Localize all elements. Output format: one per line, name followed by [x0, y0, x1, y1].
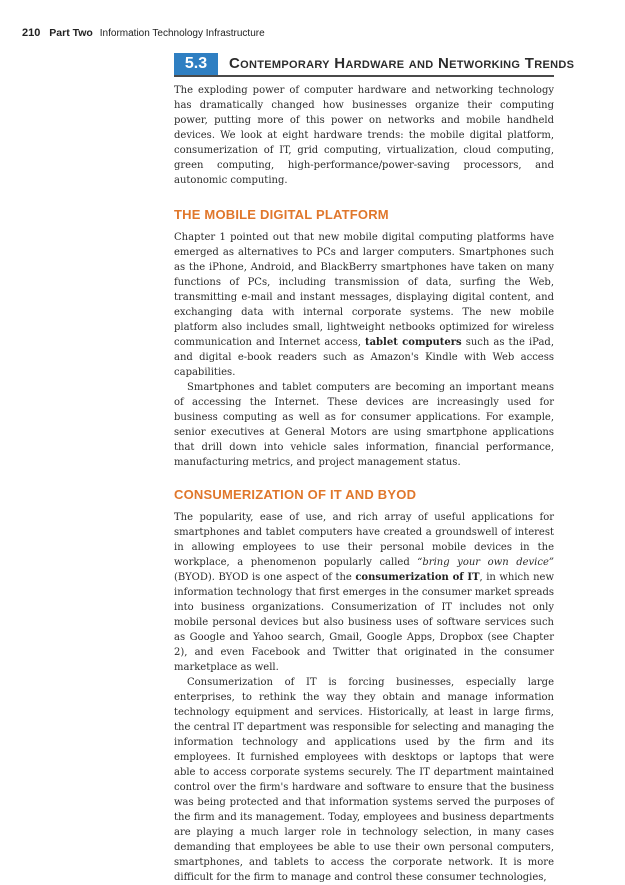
running-head	[22, 27, 265, 39]
section-header	[174, 53, 575, 77]
part-title: Information Technology Infrastructure	[99, 28, 265, 39]
heading-mobile-digital-platform: THE MOBILE DIGITAL PLATFORM	[174, 207, 389, 222]
consumerization-paragraph-2: Consumerization of IT is forcing businesses, especially large enterprises, to rethink the way they obtain and manage information technology equipment and services. Historically, at least in large firms, the central IT department was responsible for selecting and managing the information technology and applications used by the firm and its employees. It furnished employees with desktops or laptops that were able to access corporate systems securely. The IT department maintained control over the firm's hardware and software to ensure that the business was being protected and that information systems served the purposes of the firm and its management. Today, employees and business departments are playing a much larger role in technology selection, in many cases demanding that employees be able to use their own personal computers, smartphones, and tablets to access the corporate network. It is more difficult for the firm to manage and control these consumer technologies,	[174, 677, 554, 883]
body-text	[174, 83, 554, 885]
section-title: Contemporary Hardware and Networking Trends	[229, 55, 575, 72]
section-number-badge: 5.3	[174, 53, 218, 75]
mobile-paragraph-1: Chapter 1 pointed out that new mobile digital computing platforms have emerged as alternatives to PCs and larger computers. Smartphones such as the iPhone, Android, and BlackBerry smartphones have taken on many functions of PCs, including transmission of data, surfing the Web, transmitting e-mail and instant messages, displaying digital content, and exchanging data with internal corporate systems. The new mobile platform also includes small, lightweight netbooks optimized for wireless communication and Internet access, tablet computers such as the iPad, and digital e-book readers such as Amazon's Kindle with Web access capabilities.	[174, 232, 554, 378]
mobile-paragraph-2: Smartphones and tablet computers are becoming an important means of accessing the Internet. These devices are increasingly used for business computing as well as for consumer applications. For example, senior executives at General Motors are using smartphone applications that drill down into vehicle sales information, financial performance, manufacturing metrics, and project management status.	[174, 382, 554, 468]
term-consumerization-of-it: consumerization of IT	[355, 572, 480, 583]
consumerization-paragraph-1: The popularity, ease of use, and rich array of useful applications for smartphones and tablet computers have created a groundswell of interest in allowing employees to use their personal mobile devices in the workplace, a phenomenon popularly called “bring your own device” (BYOD). BYOD is one aspect of the consumerization of IT, in which new information technology that first emerges in the consumer market spreads into business organizations. Consumerization of IT includes not only mobile personal devices but also business uses of software services such as Google and Yahoo search, Gmail, Google Apps, Dropbox (see Chapter 2), and even Facebook and Twitter that originated in the consumer marketplace as well.	[174, 512, 555, 673]
heading-consumerization: CONSUMERIZATION OF IT AND BYOD	[174, 487, 417, 502]
intro-paragraph: The exploding power of computer hardware and networking technology has dramatically changed how businesses organize their computing power, putting more of this power on networks and mobile handheld devices. We look at eight hardware trends: the mobile digital platform, consumerization of IT, grid computing, virtualization, cloud computing, green computing, high-performance/power-saving processors, and autonomic computing.	[174, 85, 554, 186]
term-tablet-computers: tablet computers	[364, 337, 462, 348]
page-number: 210	[22, 27, 41, 39]
part-label: Part Two	[49, 27, 93, 39]
byod-phrase: “bring your own device”	[417, 557, 554, 568]
